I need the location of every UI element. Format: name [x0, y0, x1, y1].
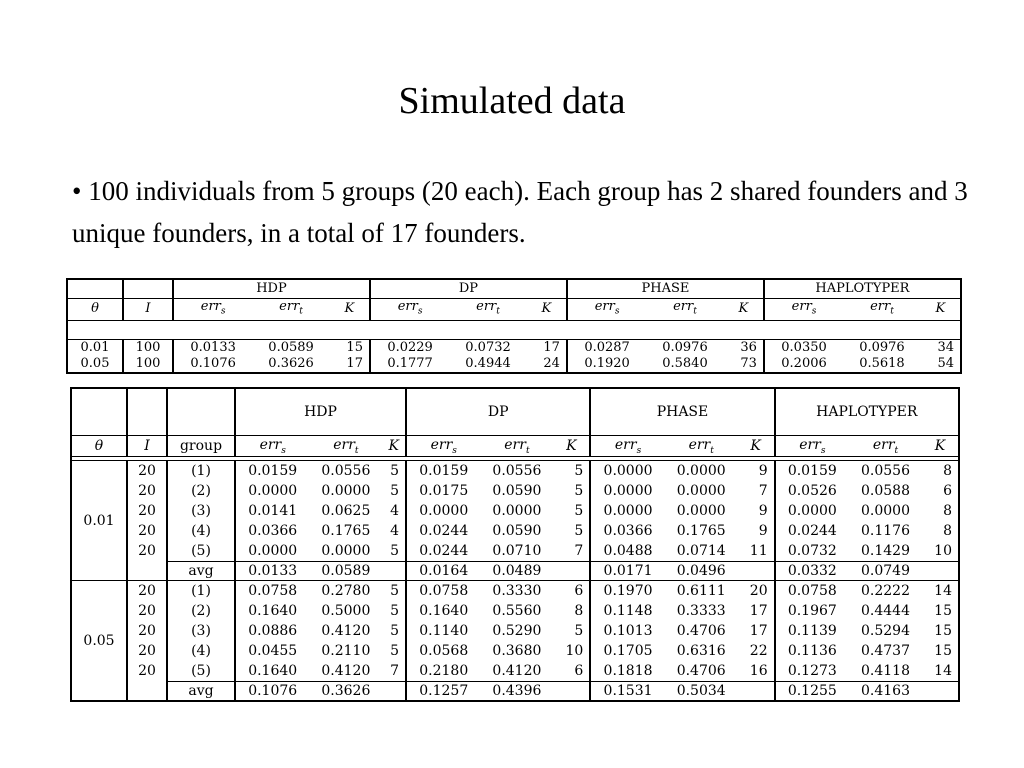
group-cell: (1) [167, 581, 235, 602]
metric-header: err$_t$ [849, 436, 922, 457]
table-row [67, 356, 961, 373]
value-cell: 0.0000 [590, 501, 664, 521]
value-cell: 6 [553, 581, 590, 602]
value-cell: 6 [574, 663, 584, 679]
i-cell: 20 [127, 521, 167, 541]
value-cell: 10 [565, 643, 584, 659]
value-cell: 0.0976 [662, 339, 708, 355]
empty-avg-cell [922, 562, 959, 581]
value-cell: 0.0000 [861, 503, 910, 519]
value-cell: 0.5840 [662, 355, 708, 371]
value-cell: 20 [738, 581, 775, 602]
i-cell: 100 [123, 356, 173, 373]
i-cell: 20 [127, 661, 167, 682]
value-cell: 0.0244 [775, 521, 849, 541]
metric-header: err$_s$ [775, 436, 849, 457]
value-cell: 0.0976 [859, 339, 905, 355]
metric-header: err$_t$ [665, 436, 738, 457]
empty-header-cell [67, 279, 123, 299]
value-cell: 17 [749, 603, 768, 619]
table-row [71, 621, 959, 641]
value-cell: 0.1818 [590, 661, 664, 682]
value-cell: 0.4444 [861, 603, 910, 619]
value-cell: 24 [543, 355, 560, 371]
value-cell: 0.0590 [492, 483, 542, 499]
value-cell: 0.5294 [861, 623, 910, 639]
value-cell: 5 [390, 603, 400, 619]
empty-avg-cell [553, 682, 590, 702]
value-cell: 0.0455 [235, 641, 309, 661]
avg-value-cell: 0.0133 [235, 562, 309, 581]
value-cell: 22 [749, 643, 768, 659]
value-cell: 8 [943, 523, 952, 539]
header-separator [67, 320, 961, 339]
method-header: HDP [173, 279, 370, 299]
value-cell: 0.1429 [861, 543, 910, 559]
group-cell: (2) [167, 481, 235, 501]
avg-value-cell: 0.0496 [665, 562, 738, 581]
group-cell: (3) [167, 621, 235, 641]
i-cell: 20 [127, 501, 167, 521]
method-header-row [67, 279, 961, 299]
i-cell: 20 [127, 481, 167, 501]
value-cell: 7 [390, 663, 400, 679]
value-cell: 0.0732 [775, 541, 849, 562]
value-cell: 0.1777 [370, 356, 449, 373]
avg-row [71, 682, 959, 702]
value-cell: 0.1139 [775, 621, 849, 641]
metric-subscript: t [496, 306, 500, 317]
method-header: DP [406, 388, 590, 436]
value-cell: 0.1967 [775, 601, 849, 621]
value-cell: 0.3333 [676, 603, 726, 619]
value-cell: 0.0000 [235, 541, 309, 562]
metric-subscript: s [281, 445, 286, 456]
value-cell: 0.0000 [590, 461, 664, 482]
value-cell: 0.0556 [492, 463, 542, 479]
value-cell: 5 [574, 483, 584, 499]
group-cell: (1) [167, 461, 235, 482]
metric-header: err$_t$ [449, 299, 527, 321]
group-cell: (5) [167, 541, 235, 562]
group-header: group [167, 436, 235, 457]
value-cell: 6 [943, 483, 952, 499]
value-cell: 0.1765 [676, 523, 726, 539]
table-row [71, 481, 959, 501]
value-cell: 0.0758 [406, 581, 480, 602]
empty-header-cell [71, 388, 127, 436]
value-cell: 8 [943, 503, 952, 519]
method-header: DP [370, 279, 567, 299]
group-cell: (3) [167, 501, 235, 521]
metric-subscript: s [417, 306, 423, 317]
table-row [71, 461, 959, 482]
value-cell: 9 [758, 503, 768, 519]
group-cell: (5) [167, 661, 235, 682]
value-cell: 14 [934, 663, 952, 679]
avg-value-cell: 0.3626 [309, 682, 382, 702]
group-cell: (4) [167, 521, 235, 541]
value-cell: 0.3680 [492, 643, 542, 659]
value-cell: 0.3330 [480, 581, 553, 602]
value-cell: 0.0710 [492, 543, 542, 559]
value-cell: 0.0244 [406, 521, 480, 541]
value-cell: 0.4120 [321, 623, 371, 639]
avg-value-cell: 0.0171 [590, 562, 664, 581]
metric-subscript: s [811, 306, 817, 317]
value-cell: 0.0287 [567, 339, 646, 356]
i-cell: 20 [127, 601, 167, 621]
value-cell: 5 [390, 463, 400, 479]
value-cell: 0.5000 [321, 603, 371, 619]
empty-avg-cell [738, 562, 775, 581]
avg-row [71, 562, 959, 581]
avg-value-cell: 0.4163 [849, 682, 922, 702]
value-cell: 0.0556 [321, 463, 371, 479]
table-row [71, 541, 959, 562]
empty-header-cell [167, 388, 235, 436]
value-cell: 0.1148 [590, 601, 664, 621]
column-header-row [67, 299, 961, 321]
avg-value-cell: 0.1076 [235, 682, 309, 702]
value-cell: 0.0732 [465, 339, 511, 355]
method-header: HAPLOTYPER [775, 388, 959, 436]
avg-value-cell: 0.0164 [406, 562, 480, 581]
metric-header: err$_s$ [567, 299, 646, 321]
value-cell: 0.0000 [590, 481, 664, 501]
summary-table [66, 278, 962, 374]
value-cell: 0.0589 [268, 339, 314, 355]
value-cell: 0.0588 [861, 483, 910, 499]
method-header-row [71, 388, 959, 436]
theta-cell: 0.05 [71, 581, 127, 702]
value-cell: 16 [749, 663, 768, 679]
value-cell: 5 [382, 581, 406, 602]
metric-subscript: s [220, 306, 226, 317]
value-cell: 0.0556 [861, 463, 910, 479]
value-cell: 54 [937, 355, 954, 371]
value-cell: 5 [574, 523, 584, 539]
empty-avg-cell [553, 562, 590, 581]
metric-subscript: t [894, 445, 899, 456]
value-cell: 0.6316 [676, 643, 726, 659]
metric-header: err$_s$ [235, 436, 309, 457]
value-cell: 36 [740, 339, 757, 355]
i-cell: 20 [127, 641, 167, 661]
value-cell: 7 [758, 483, 768, 499]
theta-header: θ [71, 436, 127, 457]
value-cell: 0.0366 [235, 521, 309, 541]
value-cell: 0.1640 [235, 601, 309, 621]
value-cell: 0.1640 [406, 601, 480, 621]
metric-header: err$_t$ [252, 299, 330, 321]
value-cell: 0.1013 [590, 621, 664, 641]
avg-value-cell: 0.1255 [775, 682, 849, 702]
value-cell: 0.0350 [764, 339, 843, 356]
value-cell: 5 [390, 623, 400, 639]
value-cell: 0.0714 [676, 543, 726, 559]
value-cell: 0.0000 [676, 463, 726, 479]
metric-subscript: t [710, 445, 714, 456]
column-header-row [71, 436, 959, 457]
value-cell: 0.2222 [849, 581, 922, 602]
metric-header: K [527, 299, 567, 321]
value-cell: 0.0000 [321, 543, 371, 559]
i-cell: 100 [123, 339, 173, 356]
value-cell: 0.1970 [590, 581, 664, 602]
metric-header: err$_t$ [480, 436, 553, 457]
i-header: I [123, 299, 173, 321]
value-cell: 0.0590 [492, 523, 542, 539]
value-cell: 0.4706 [676, 663, 726, 679]
value-cell: 0.1640 [235, 661, 309, 682]
metric-header: err$_s$ [173, 299, 252, 321]
table-row [71, 601, 959, 621]
value-cell: 4 [390, 503, 400, 519]
value-cell: 0.5290 [492, 623, 542, 639]
value-cell: 0.0000 [676, 483, 726, 499]
value-cell: 0.0000 [406, 501, 480, 521]
avg-value-cell: 0.0589 [309, 562, 382, 581]
value-cell: 0.0000 [775, 501, 849, 521]
avg-label: avg [167, 682, 235, 702]
method-header: PHASE [567, 279, 764, 299]
metric-subscript: s [636, 445, 642, 456]
metric-subscript: t [890, 306, 894, 317]
value-cell: 17 [346, 355, 363, 371]
table-row [71, 641, 959, 661]
value-cell: 5 [390, 543, 400, 559]
value-cell: 0.1273 [775, 661, 849, 682]
i-cell: 20 [127, 581, 167, 602]
value-cell: 0.0886 [235, 621, 309, 641]
method-header: HAPLOTYPER [764, 279, 961, 299]
metric-subscript: s [452, 445, 457, 456]
value-cell: 0.0758 [235, 581, 309, 602]
value-cell: 0.1176 [861, 523, 910, 539]
bullet-text: • 100 individuals from 5 groups (20 each). Each group has 2 shared founders and 3 unique founders, in a total of 17 founders. [72, 176, 968, 248]
table-row [71, 501, 959, 521]
avg-value-cell: 0.0749 [849, 562, 922, 581]
empty-avg-cell [922, 682, 959, 702]
value-cell: 17 [749, 623, 768, 639]
value-cell: 0.1920 [567, 356, 646, 373]
value-cell: 10 [934, 543, 952, 559]
value-cell: 8 [574, 603, 584, 619]
value-cell: 0.4737 [861, 643, 910, 659]
value-cell: 0.1076 [173, 356, 252, 373]
value-cell: 0.0000 [676, 503, 726, 519]
theta-cell: 0.05 [80, 355, 110, 371]
slide-title: Simulated data [398, 80, 626, 122]
avg-value-cell: 0.0332 [775, 562, 849, 581]
metric-header: K [553, 436, 590, 457]
value-cell: 0.0488 [590, 541, 664, 562]
value-cell: 5 [574, 623, 584, 639]
value-cell: 0.0000 [235, 481, 309, 501]
value-cell: 0.0159 [775, 461, 849, 482]
value-cell: 0.2780 [309, 581, 382, 602]
value-cell: 0.4944 [465, 355, 511, 371]
metric-header: K [922, 436, 959, 457]
group-cell: (2) [167, 601, 235, 621]
table-row [71, 521, 959, 541]
avg-value-cell: 0.0489 [480, 562, 553, 581]
value-cell: 5 [574, 463, 584, 479]
value-cell: 0.0568 [406, 641, 480, 661]
i-header: I [127, 436, 167, 457]
value-cell: 0.0175 [406, 481, 480, 501]
value-cell: 0.1705 [590, 641, 664, 661]
metric-subscript: t [299, 306, 303, 317]
value-cell: 5 [574, 503, 584, 519]
empty-avg-cell [738, 682, 775, 702]
method-header: HDP [235, 388, 406, 436]
empty-avg-cell [382, 682, 406, 702]
group-cell: (4) [167, 641, 235, 661]
separator-line [67, 320, 961, 339]
value-cell: 0.0366 [590, 521, 664, 541]
value-cell: 0.0000 [492, 503, 542, 519]
i-cell: 20 [127, 461, 167, 482]
value-cell: 0.0244 [406, 541, 480, 562]
value-cell: 0.1136 [775, 641, 849, 661]
value-cell: 0.4120 [321, 663, 371, 679]
metric-header: err$_s$ [764, 299, 843, 321]
metric-subscript: t [693, 306, 697, 317]
value-cell: 0.2006 [764, 356, 843, 373]
per-group-table [70, 387, 960, 702]
value-cell: 5 [390, 483, 400, 499]
value-cell: 0.0229 [370, 339, 449, 356]
metric-subscript: t [525, 445, 530, 456]
value-cell: 0.4118 [861, 663, 910, 679]
avg-label: avg [167, 562, 235, 581]
value-cell: 0.0159 [235, 461, 309, 482]
metric-header: K [738, 436, 775, 457]
value-cell: 0.2110 [321, 643, 371, 659]
empty-header-cell [127, 388, 167, 436]
metric-header: K [382, 436, 406, 457]
metric-header: err$_t$ [843, 299, 921, 321]
value-cell: 0.0159 [406, 461, 480, 482]
metric-header: K [330, 299, 370, 321]
value-cell: 34 [937, 339, 954, 355]
value-cell: 15 [934, 623, 952, 639]
value-cell: 0.5618 [859, 355, 905, 371]
value-cell: 0.4706 [676, 623, 726, 639]
metric-header: err$_t$ [309, 436, 382, 457]
empty-header-cell [123, 279, 173, 299]
metric-header: K [724, 299, 764, 321]
value-cell: 14 [922, 581, 959, 602]
metric-subscript: s [820, 445, 826, 456]
value-cell: 0.2180 [406, 661, 480, 682]
table-row [67, 339, 961, 356]
value-cell: 17 [543, 339, 560, 355]
value-cell: 15 [934, 603, 952, 619]
theta-cell: 0.01 [83, 512, 115, 529]
value-cell: 0.4120 [492, 663, 542, 679]
table-row [71, 661, 959, 682]
value-cell: 0.0133 [173, 339, 252, 356]
metric-header: err$_t$ [646, 299, 724, 321]
value-cell: 0.1140 [406, 621, 480, 641]
value-cell: 0.3626 [268, 355, 314, 371]
i-cell: 20 [127, 621, 167, 641]
value-cell: 0.0625 [321, 503, 371, 519]
value-cell: 0.0000 [321, 483, 371, 499]
value-cell: 8 [943, 463, 952, 479]
value-cell: 0.0526 [775, 481, 849, 501]
theta-header: θ [67, 299, 123, 321]
value-cell: 9 [758, 523, 768, 539]
value-cell: 73 [740, 355, 757, 371]
method-header: PHASE [590, 388, 774, 436]
metric-header: err$_s$ [406, 436, 480, 457]
value-cell: 15 [346, 339, 363, 355]
metric-header: err$_s$ [590, 436, 664, 457]
table-row [71, 581, 959, 602]
value-cell: 0.6111 [665, 581, 738, 602]
value-cell: 9 [758, 463, 768, 479]
theta-cell: 0.01 [80, 339, 110, 355]
value-cell: 0.5560 [492, 603, 542, 619]
metric-header: K [921, 299, 961, 321]
value-cell: 0.0758 [775, 581, 849, 602]
i-cell [127, 682, 167, 702]
value-cell: 11 [749, 543, 768, 559]
value-cell: 7 [574, 543, 584, 559]
value-cell: 0.1765 [321, 523, 371, 539]
value-cell: 0.0141 [235, 501, 309, 521]
value-cell: 4 [390, 523, 400, 539]
avg-value-cell: 0.5034 [665, 682, 738, 702]
i-cell [127, 562, 167, 581]
value-cell: 15 [934, 643, 952, 659]
avg-value-cell: 0.1531 [590, 682, 664, 702]
empty-avg-cell [382, 562, 406, 581]
i-cell: 20 [127, 541, 167, 562]
metric-subscript: t [354, 445, 359, 456]
avg-value-cell: 0.1257 [406, 682, 480, 702]
avg-value-cell: 0.4396 [480, 682, 553, 702]
value-cell: 5 [390, 643, 400, 659]
metric-subscript: s [614, 306, 620, 317]
metric-header: err$_s$ [370, 299, 449, 321]
